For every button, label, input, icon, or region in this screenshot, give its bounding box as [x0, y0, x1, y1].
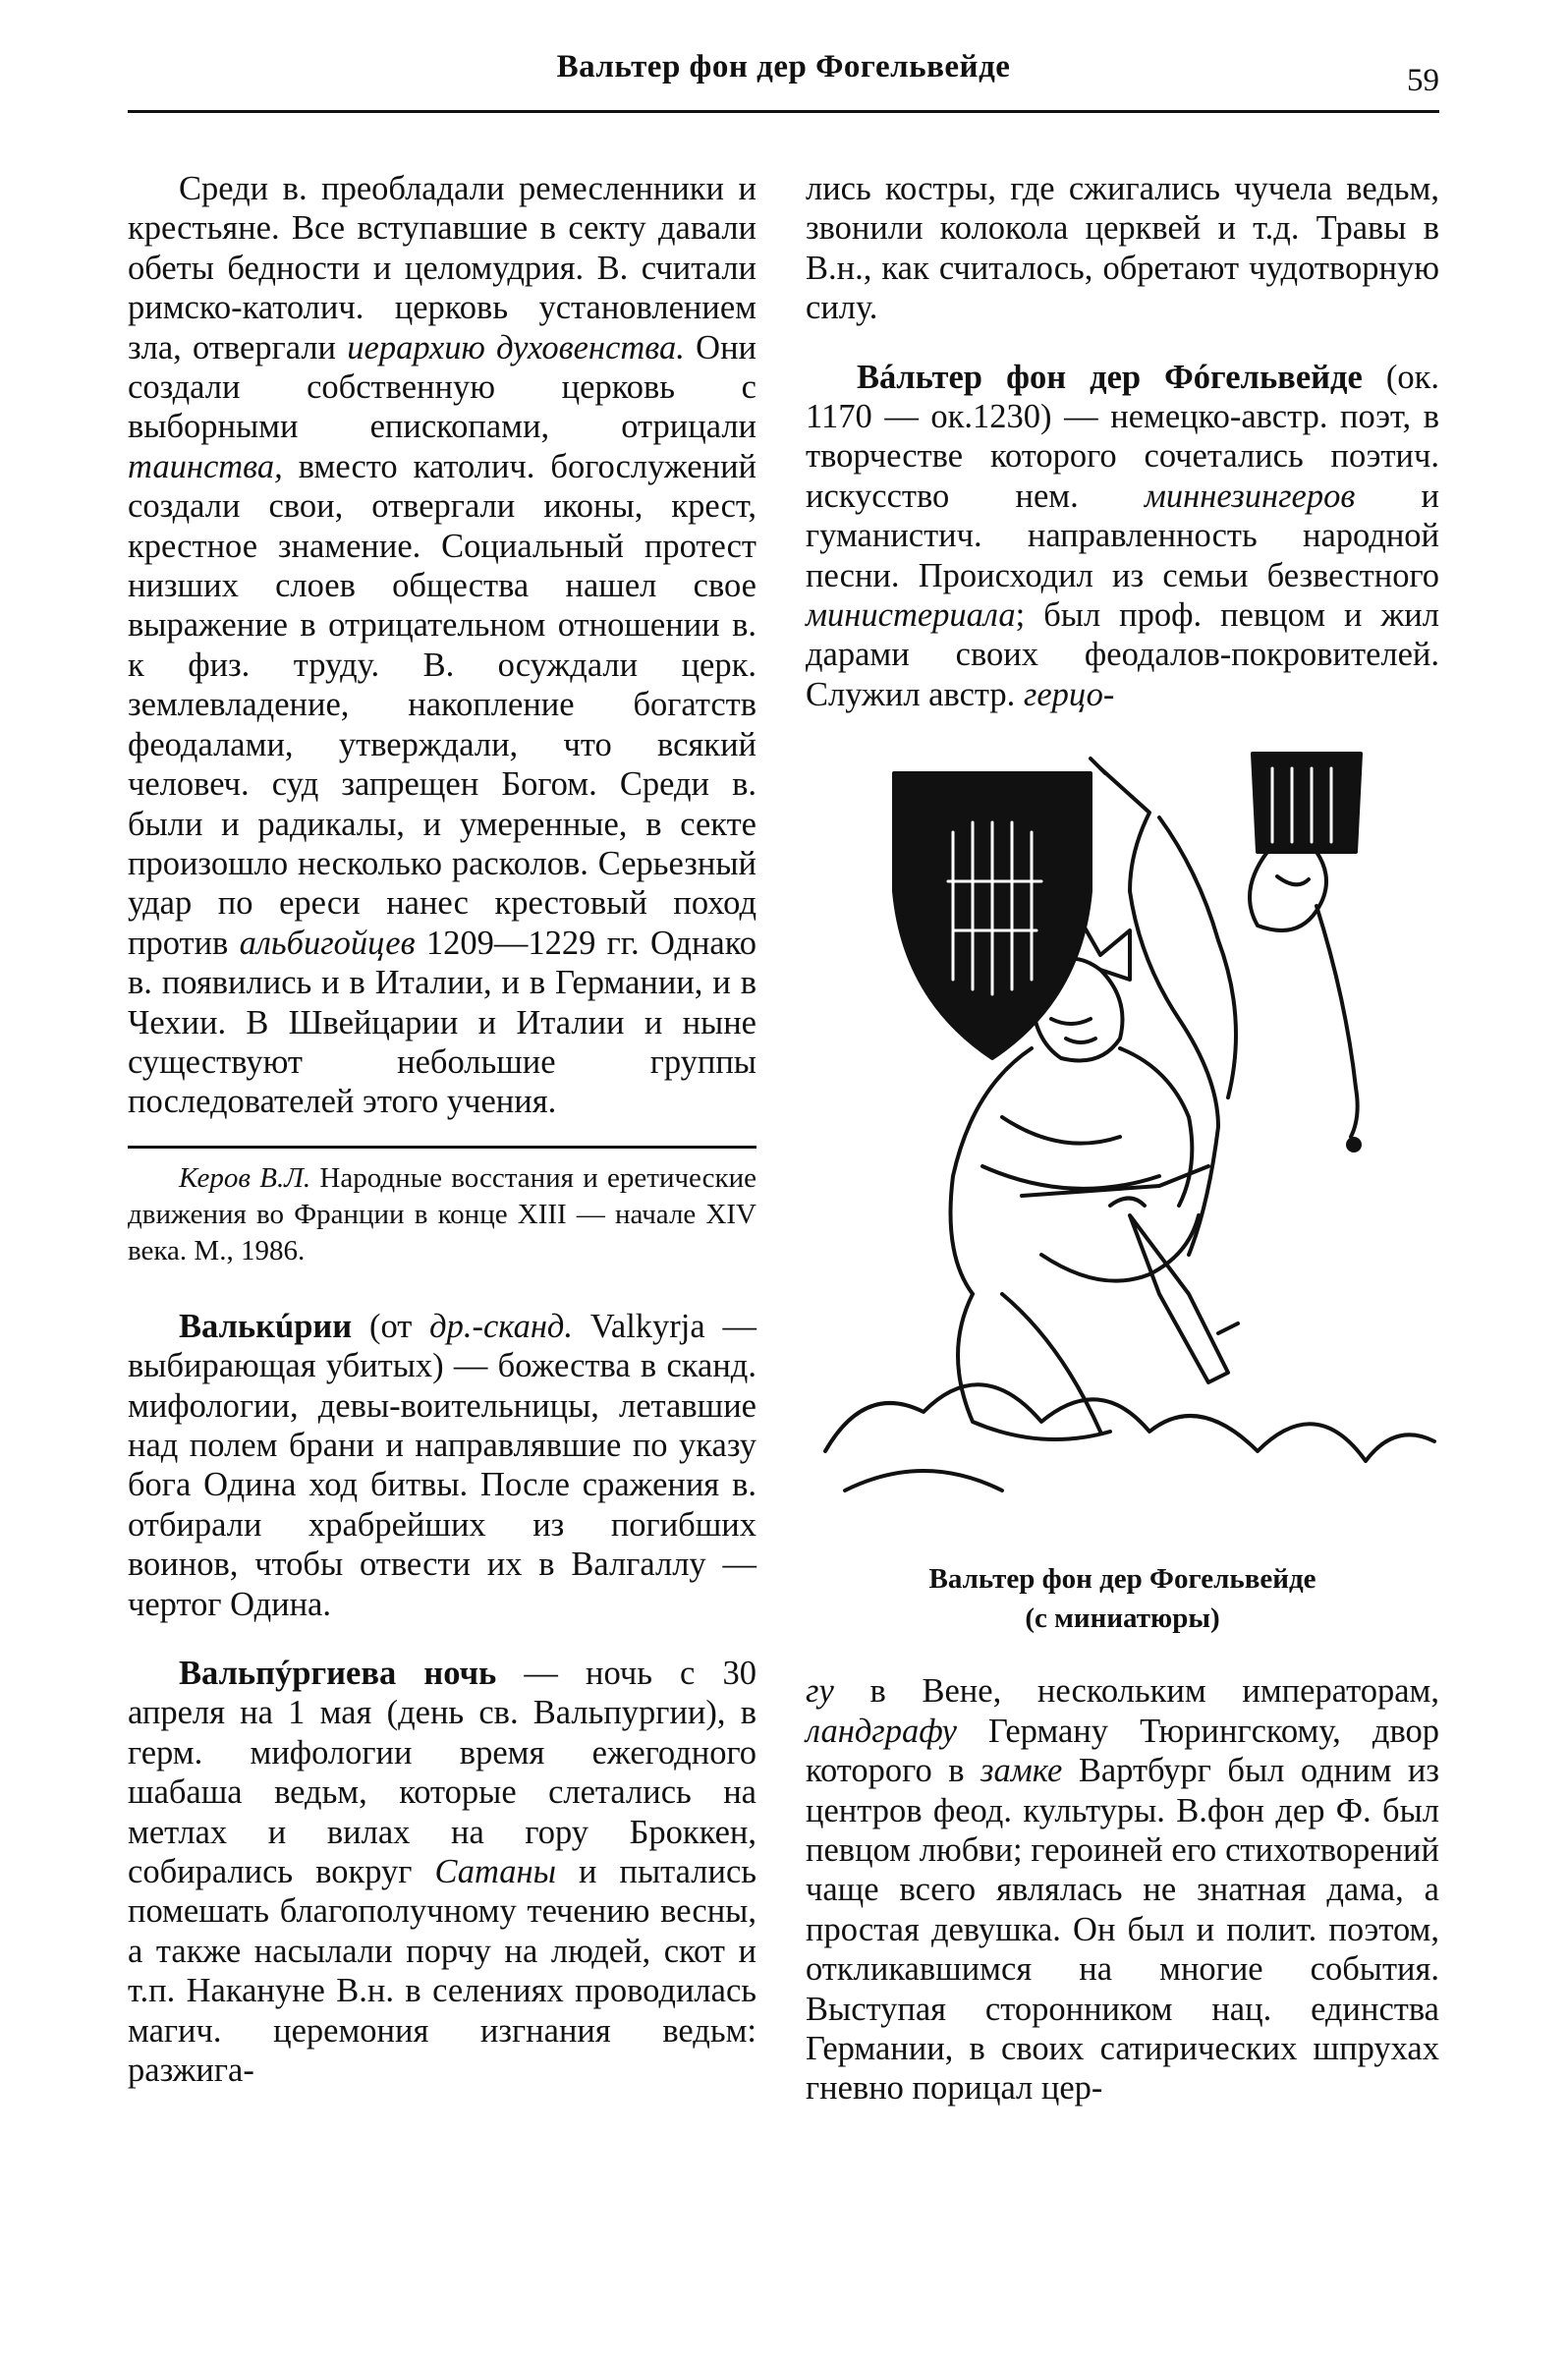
- right-column: [806, 169, 1439, 2109]
- crest-banner: [1253, 754, 1361, 852]
- cross-reference: Сатаны: [434, 1853, 557, 1891]
- caption-title: Вальтер фон дер Фогельвейде: [928, 1563, 1316, 1596]
- cross-reference: герцо-: [1023, 675, 1115, 713]
- spacer: [128, 1624, 756, 1654]
- entry-walpurgis-night: [128, 1654, 756, 2090]
- walpurgis-continuation: лись костры, где сжигались чучела ведьм, звонили колокола церквей и т.д. Травы в В.н., как считалось, обретают чудотворную силу.: [806, 170, 1439, 327]
- text-run: Вартбург был одним из центров феод. культуры. В.фон дер Ф. был певцом любви; героиней его стихотворений чаще всего являлась не знатная дама, а простая девушка. Он был и полит. поэтом, откликавшимся на многие события. Выступая сторонником нац. единства Германии, в своих сатирических шпрухах гневно порицал цер-: [806, 1752, 1439, 2108]
- language-abbreviation: др.-сканд.: [429, 1307, 574, 1345]
- page-number: 59: [1407, 63, 1439, 98]
- cross-reference: альбигойцев: [239, 924, 416, 962]
- ground: [825, 1385, 1434, 1462]
- text-run: 1209—1229 гг. Однако в. появились и в Италии, и в Германии, и в Чехии. В Швейцарии и Италии и ныне существуют небольшие группы последователей этого учения.: [128, 924, 756, 1121]
- left-column: [128, 169, 756, 2090]
- walther-miniature-illustration: [806, 744, 1439, 1559]
- running-header: [128, 49, 1439, 113]
- text-run: (ок. 1170 — ок.1230) — немецко-австр. поэт, в творчестве которого сочетались поэтич. искусство нем.: [806, 358, 1439, 515]
- spacer: [806, 1638, 1439, 1671]
- bibliography-author: Керов В.Л.: [179, 1161, 311, 1194]
- entry-term: Вальпýргиева ночь: [179, 1655, 497, 1692]
- text-run: Среди в. преобладали ремесленники и крестьяне. Все вступавшие в секту давали обеты бедности и целомудрия. В. считали римско-католич. церковь установлением зла, отвергали: [128, 170, 756, 366]
- cross-reference: иерархию духовенства.: [347, 328, 685, 366]
- cross-reference: министериала: [806, 596, 1016, 635]
- text-run: в Вене, нескольким императорам,: [833, 1672, 1439, 1711]
- text-run: и гуманистич. направленность народной песни. Происходил из семьи безвестного: [806, 477, 1439, 594]
- text-run: и пытались помешать благополучному течению весны, а также насылали порчу на людей, скот и т.п. Накануне В.н. в селениях проводилась магич. церемония изгнания ведьм: разжига-: [128, 1853, 756, 2090]
- text-run: (от: [352, 1307, 430, 1345]
- walther-continuation: [806, 1671, 1439, 2108]
- entry-valkyries: [128, 1307, 756, 1624]
- entry-walther: [806, 358, 1439, 715]
- cross-reference: миннезингеров: [1144, 477, 1356, 515]
- caption-subtitle: (с миниатюры): [1025, 1603, 1220, 1635]
- bibliography-entry: [128, 1160, 756, 1269]
- text-run: Valkyrja — выбирающая убитых) — божества в сканд. мифологии, девы-воительницы, летавшие над полем брани и направлявшие по указу бога Одина ход битвы. После сражения в. отбирали храбрейших из погибших воинов, чтобы отвести их в Валгаллу — чертог Одина.: [128, 1307, 756, 1623]
- heresy-paragraph: [128, 169, 756, 1122]
- cross-reference: ландграфу: [806, 1712, 957, 1750]
- walther-miniature-figure: [806, 744, 1439, 1559]
- cross-reference: таинства,: [128, 447, 283, 485]
- bibliography-divider: [128, 1146, 756, 1149]
- figure-caption: [806, 1559, 1439, 1638]
- cross-reference: замке: [980, 1752, 1063, 1790]
- entry-term: Вáльтер фон дер Фóгельвейде: [857, 358, 1363, 396]
- cross-reference: гу: [806, 1672, 834, 1711]
- bibliography-text: Народные восстания и еретические движения во Франции в конце XIII — начале XIV века. М., 1986.: [128, 1161, 756, 1266]
- text-run: — ночь с 30 апреля на 1 мая (день св. Вальпургии), в герм. мифологии время ежегодного шабаша ведьм, которые слетались на метлах и вилах на гору Броккен, собирались вокруг: [128, 1655, 756, 1891]
- text-run: ; был проф. певцом и жил дарами своих феодалов-покровителей. Служил австр.: [806, 596, 1439, 713]
- scroll: [1100, 768, 1218, 1255]
- text-run: Они создали собственную церковь с выборными епископами, отрицали: [128, 328, 756, 446]
- text-run: вместо католич. богослужений создали свои, отвергали иконы, крест, крестное знамение. Социальный протест низших слоев общества нашел свое выражение в отрицательном отношении в. к физ. труду. В. осуждали церк. землевладение, накопление богатств феодалами, утверждали, что всякий человеч. суд запрещен Богом. Среди в. были и радикалы, и умеренные, в секте произошло несколько расколов. Серьезный удар по ереси нанес крестовый поход против: [128, 447, 756, 962]
- sword: [1130, 1215, 1228, 1382]
- spacer: [806, 328, 1439, 358]
- spacer: [128, 1269, 756, 1307]
- running-title: Вальтер фон дер Фогельвейде: [556, 49, 1011, 84]
- entry-term: Валькúрии: [179, 1307, 353, 1345]
- text-run: Герману Тюрингскому, двор которого в: [806, 1712, 1439, 1790]
